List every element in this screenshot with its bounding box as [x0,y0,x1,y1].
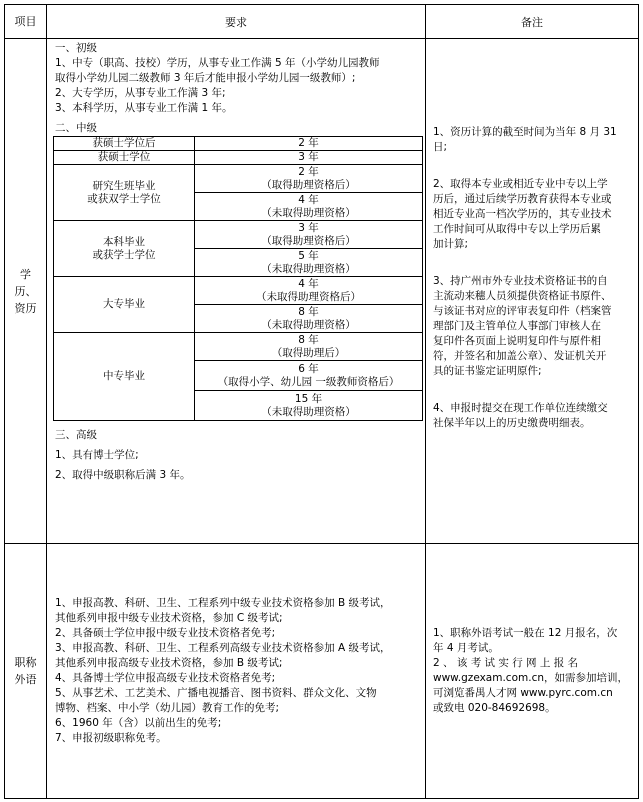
language-remarks [426,544,639,799]
sub-row-value: 2 年 [195,137,423,151]
language-row [5,544,639,799]
intermediate-table [53,136,423,421]
sub-row-value: 8 年 （取得助理后） [195,333,423,361]
sub-row-label: 本科毕业 或获学士学位 [54,221,195,277]
sub-row-value: 5 年 （未取得助理资格） [195,249,423,277]
sub-row-label: 研究生班毕业 或获双学士学位 [54,165,195,221]
senior-item: 2、取得中级职称后满 3 年。 [55,469,191,481]
sub-row-value: 3 年 （取得助理资格后） [195,221,423,249]
language-item: 其他系列申报中级专业技术资格，参加 C 级考试; [55,612,283,624]
education-remarks [426,39,639,544]
sub-row-label: 获硕士学位后 [54,137,195,151]
sub-row-value: 15 年 （未取得助理资格） [195,391,423,421]
header-requirements: 要求 [47,5,426,39]
education-row [5,39,639,544]
primary-item: 3、本科学历，从事专业工作满 1 年。 [55,102,233,114]
language-item: 6、1960 年（含）以前出生的免考; [55,717,222,729]
primary-item: 1、中专（职高、技校）学历，从事专业工作满 5 年（小学幼儿园教师 [55,57,380,69]
education-label: 学历、资历 [5,39,47,544]
language-remark-line: www.gzexam.com.cn，如需参加培训， [433,672,628,684]
senior-item: 1、具有博士学位; [55,449,139,461]
language-item: 5、从事艺术、工艺美术、广播电视播音、图书资料、群众文化、文物 [55,687,377,699]
language-item: 7、申报初级职称免考。 [55,732,167,744]
requirements-table [4,4,639,799]
sub-row-label: 中专毕业 [54,333,195,421]
language-item: 4、具备博士学位申报高级专业技术资格者免考; [55,672,276,684]
education-requirements [47,39,426,544]
remark-4: 4、申报时提交在现工作单位连续缴交 社保半年以上的历史缴费明细表。 [433,402,608,429]
senior-title: 三、高级 [55,429,97,441]
sub-row-value: 3 年 [195,151,423,165]
header-item: 项目 [5,5,47,39]
language-remark-line: 可浏览番禺人才网 www.pyrc.com.cn [433,687,613,699]
sub-row-value: 2 年 （取得助理资格后） [195,165,423,193]
sub-row-value: 4 年 （未取得助理资格） [195,193,423,221]
language-item: 博物、档案、中小学（幼儿园）教育工作的免考; [55,702,280,714]
language-item: 其他系列申报高级专业技术资格，参加 B 级考试; [55,657,283,669]
table-header-row [5,5,639,39]
language-item: 1、申报高教、科研、卫生、工程系列中级专业技术资格参加 B 级考试， [55,597,391,609]
language-label: 职称外语 [5,544,47,799]
language-requirements [47,544,426,799]
header-remarks: 备注 [426,5,639,39]
language-remark-line: 2 、 该 考 试 实 行 网 上 报 名 [433,657,579,669]
language-remark-line: 1、职称外语考试一般在 12 月报名，次 [433,627,618,639]
primary-item: 取得小学幼儿园二级教师 3 年后才能申报小学幼儿园一级教师）; [55,72,356,84]
language-remark-line: 或致电 020-84692698。 [433,702,556,714]
language-item: 3、申报高教、科研、卫生、工程系列高级专业技术资格参加 A 级考试， [55,642,391,654]
sub-row-value: 6 年 （取得小学、幼儿园 一级教师资格后） [195,361,423,391]
remark-2: 2、取得本专业或相近专业中专以上学 历后，通过后续学历教育获得本专业或 相近专业高一档次学历的，其专业技术 工作时间可从取得中专以上学历后累 加计算; [433,178,612,250]
primary-item: 2、大专学历，从事专业工作满 3 年; [55,87,226,99]
sub-row-label: 大专毕业 [54,277,195,333]
language-item: 2、具备硕士学位申报中级专业技术资格者免考; [55,627,276,639]
sub-row-label: 获硕士学位 [54,151,195,165]
primary-title: 一、初级 [55,42,97,54]
sub-row-value: 4 年 （未取得助理资格后） [195,277,423,305]
language-remark-line: 年 4 月考试。 [433,642,499,654]
remark-1: 1、资历计算的截至时间为当年 8 月 31 日; [433,126,617,153]
intermediate-title: 二、中级 [55,122,97,134]
remark-3: 3、持广州市外专业技术资格证书的自 主流动来穗人员须提供资格证书原件、 与该证书对应的评审表复印件（档案管 理部门及主管单位人事部门审核人在 复印件各页面上说明复印件与原件相 符，并签名和加盖公章）、发证机关开 具的证书鉴定证明原件; [433,275,612,377]
sub-row-value: 8 年 （未取得助理资格） [195,305,423,333]
